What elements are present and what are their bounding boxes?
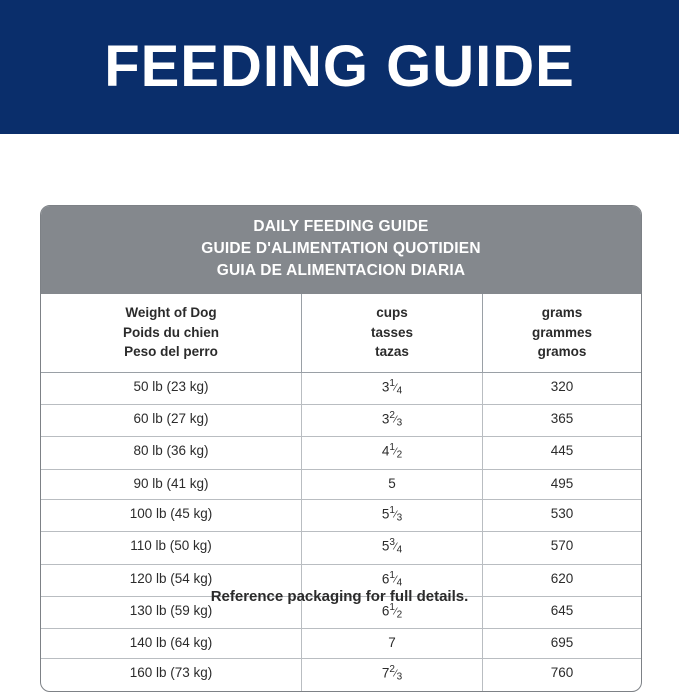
cell-cups [302, 532, 483, 563]
column-header-grams-en: grams [541, 305, 583, 320]
column-header-cups-fr: tasses [370, 324, 414, 340]
header-banner [0, 0, 679, 134]
table-body [41, 373, 641, 691]
cell-grams: 695 [550, 635, 574, 651]
cell-grams: 530 [550, 505, 574, 521]
cell-weight: 60 lb (27 kg) [41, 405, 302, 436]
cups-whole: 5 [381, 506, 390, 522]
cell-weight: 90 lb (41 kg) [41, 470, 302, 499]
table-row [41, 629, 641, 659]
cups-fraction: $^1⁄_2$ [389, 601, 403, 621]
column-header-cups-en: cups [376, 305, 408, 320]
column-header-cups [302, 294, 483, 372]
cell-cups: 5 [302, 470, 483, 499]
cell-grams: 320 [550, 378, 574, 394]
cell-grams: 495 [550, 475, 574, 491]
cups-fraction: $^1⁄_3$ [389, 504, 403, 524]
cups-whole: 4 [381, 443, 390, 459]
column-header-grams-es: gramos [537, 344, 587, 360]
table-row [41, 532, 641, 564]
cups-whole: 6 [381, 570, 390, 586]
cups-fraction: $^2⁄_3$ [389, 410, 403, 429]
column-header-grams-fr: grammes [531, 324, 593, 340]
table-row [41, 373, 641, 405]
footnote: Reference packaging for full details. [210, 588, 469, 605]
cell-weight: 140 lb (64 kg) [41, 629, 302, 658]
cell-cups [302, 659, 483, 690]
cell-grams: 645 [550, 602, 574, 618]
table-row [41, 437, 641, 469]
cell-grams: 445 [550, 443, 574, 459]
cell-cups [302, 405, 483, 436]
cups-fraction: $^2⁄_3$ [389, 664, 403, 683]
cell-weight: 80 lb (36 kg) [41, 437, 302, 468]
table-row [41, 659, 641, 690]
cups-fraction: $^1⁄_4$ [389, 569, 403, 588]
table-row [41, 405, 641, 437]
column-header-weight-en: Weight of Dog [125, 305, 217, 320]
cell-cups [302, 437, 483, 468]
column-header-weight [41, 294, 302, 372]
cell-grams: 760 [550, 665, 574, 681]
cell-weight: 110 lb (50 kg) [41, 532, 302, 563]
cups-whole: 7 [381, 665, 390, 681]
cell-weight: 120 lb (54 kg) [41, 565, 302, 596]
column-header-weight-es: Peso del perro [124, 344, 218, 360]
table-title-band [41, 206, 641, 294]
cell-cups: 7 [302, 629, 483, 658]
cell-grams: 570 [550, 538, 574, 554]
table-row [41, 500, 641, 532]
table-row [41, 470, 641, 500]
cell-weight: 130 lb (59 kg) [41, 597, 302, 628]
feeding-guide-table [40, 205, 642, 692]
cell-weight: 50 lb (23 kg) [41, 373, 302, 404]
cell-weight: 100 lb (45 kg) [41, 500, 302, 531]
cups-whole: 5 [381, 538, 390, 554]
table-title-en: DAILY FEEDING GUIDE [253, 218, 429, 235]
cups-whole: 3 [381, 379, 390, 395]
cups-whole: 3 [381, 411, 390, 427]
cell-cups [302, 500, 483, 531]
table-column-headers [41, 294, 641, 373]
page-title: FEEDING GUIDE [104, 34, 575, 99]
cups-fraction: $^1⁄_2$ [389, 442, 403, 461]
cell-weight: 160 lb (73 kg) [41, 659, 302, 690]
cups-fraction: $^1⁄_4$ [389, 377, 403, 397]
table-title-es: GUIA DE ALIMENTACION DIARIA [216, 262, 466, 279]
cell-cups [302, 373, 483, 404]
cups-fraction: $^3⁄_4$ [389, 537, 403, 556]
column-header-cups-es: tazas [375, 344, 409, 360]
cell-grams: 365 [550, 411, 574, 427]
cups-whole: 6 [381, 603, 390, 619]
cell-grams: 620 [550, 570, 574, 586]
table-title-fr: GUIDE D'ALIMENTATION QUOTIDIEN [201, 240, 481, 257]
column-header-weight-fr: Poids du chien [122, 324, 219, 340]
column-header-grams [483, 294, 641, 372]
